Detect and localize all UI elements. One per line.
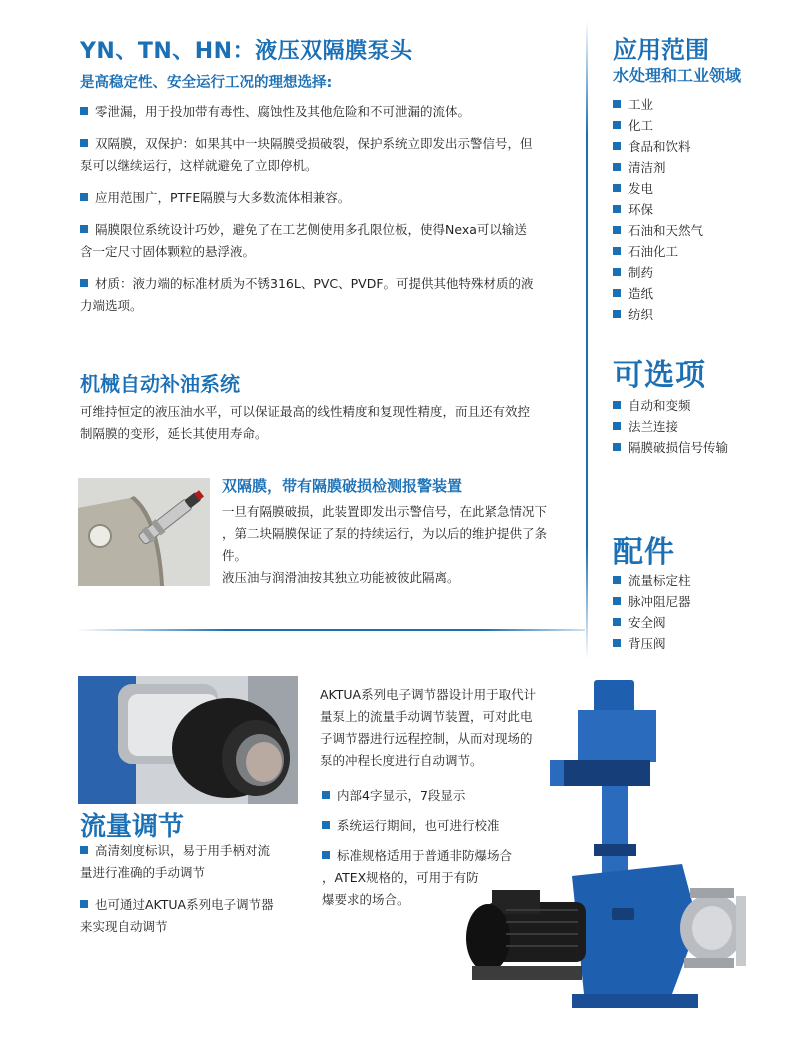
list-item-label: 背压阀	[628, 636, 666, 651]
list-item-label: 造纸	[628, 286, 654, 301]
bullet-text: 泵可以继续运行，这样就避免了立即停机。	[80, 158, 318, 173]
accessories-list	[613, 570, 783, 654]
bullet-square-icon	[613, 247, 621, 255]
bullet-text: 爆要求的场合。	[322, 892, 410, 907]
list-item-label: 自动和变频	[628, 398, 691, 413]
bullet-square-icon	[613, 205, 621, 213]
list-item-label: 石油化工	[628, 244, 679, 259]
bullet-square-icon	[613, 422, 621, 430]
bullet-text: 也可通过AKTUA系列电子调节器	[95, 897, 274, 912]
list-item	[613, 157, 783, 178]
bullet-text: 内部4字显示，7段显示	[337, 788, 466, 803]
accessories-title: 配件	[613, 535, 675, 570]
list-item	[613, 633, 783, 654]
bullet-text: 隔膜限位系统设计巧妙，避免了在工艺侧使用多孔限位板，使得Nexa可以输送	[95, 222, 527, 237]
bullet-square-icon	[613, 310, 621, 318]
list-item-label: 工业	[628, 97, 654, 112]
list-item-label: 环保	[628, 202, 654, 217]
text-line: 子调节器进行远程控制，从而对现场的	[320, 731, 533, 746]
list-item-label: 发电	[628, 181, 654, 196]
bullet-text: 含一定尺寸固体颗粒的悬浮液。	[80, 244, 256, 259]
bullet-square-icon	[80, 193, 88, 201]
list-item-label: 食品和饮料	[628, 139, 691, 154]
list-item	[613, 395, 783, 416]
bullet-square-icon	[613, 576, 621, 584]
list-item	[613, 199, 783, 220]
list-item-label: 石油和天然气	[628, 223, 704, 238]
bullet-text: 力端选项。	[80, 298, 143, 313]
text-line: 可维持恒定的液压油水平，可以保证最高的线性精度和复现性精度，而且还有效控	[80, 404, 531, 419]
list-item	[613, 262, 783, 283]
bullet-square-icon	[322, 791, 330, 799]
flow-title: 流量调节	[80, 812, 185, 842]
text-line: 件。	[222, 548, 248, 563]
list-item-label: 安全阀	[628, 615, 666, 630]
detect-description	[222, 501, 562, 567]
application-title: 应用范围	[613, 36, 709, 64]
text-line: ，第二块隔膜保证了泵的持续运行，为以后的维护提供了条	[222, 526, 548, 541]
intro-bullet-list	[80, 101, 570, 327]
bullet-text: 系统运行期间，也可进行校准	[337, 818, 500, 833]
bullet-item	[80, 840, 300, 884]
list-item-label: 法兰连接	[628, 419, 679, 434]
bullet-square-icon	[613, 226, 621, 234]
application-list	[613, 94, 783, 325]
bullet-item	[80, 133, 570, 177]
list-item-label: 纺织	[628, 307, 654, 322]
text-line: 一旦有隔膜破损，此装置即发出示警信号，在此紧急情况下	[222, 504, 548, 519]
bullet-square-icon	[613, 100, 621, 108]
bullet-square-icon	[322, 851, 330, 859]
detect-note: 液压油与润滑油按其独立功能被彼此隔离。	[222, 570, 460, 585]
vertical-divider	[586, 20, 588, 660]
list-item	[613, 115, 783, 136]
list-item-label: 流量标定柱	[628, 573, 691, 588]
flow-knob-photo	[78, 676, 298, 804]
bullet-text: 标准规格适用于普通非防爆场合	[337, 848, 513, 863]
text-line: 量泵上的流量手动调节装置，可对此电	[320, 709, 533, 724]
list-item-label: 隔膜破损信号传输	[628, 440, 729, 455]
list-item	[613, 437, 783, 458]
list-item	[613, 304, 783, 325]
pump-photo	[452, 676, 752, 1016]
bullet-square-icon	[613, 142, 621, 150]
list-item	[613, 570, 783, 591]
bullet-item	[80, 894, 300, 938]
bullet-square-icon	[613, 163, 621, 171]
bullet-square-icon	[613, 618, 621, 626]
oil-section-title: 机械自动补油系统	[80, 372, 240, 396]
bullet-item	[80, 219, 570, 263]
list-item	[613, 416, 783, 437]
bullet-text: 量进行准确的手动调节	[80, 865, 206, 880]
list-item-label: 化工	[628, 118, 654, 133]
sensor-photo	[78, 478, 210, 586]
bullet-square-icon	[613, 184, 621, 192]
bullet-item	[80, 187, 570, 209]
bullet-square-icon	[613, 289, 621, 297]
list-item	[613, 591, 783, 612]
list-item-label: 清洁剂	[628, 160, 666, 175]
bullet-item	[80, 101, 570, 123]
list-item-label: 脉冲阻尼器	[628, 594, 691, 609]
text-line: 制隔膜的变形，延长其使用寿命。	[80, 426, 268, 441]
bullet-square-icon	[80, 279, 88, 287]
horizontal-divider	[75, 629, 585, 631]
options-title: 可选项	[613, 358, 706, 393]
bullet-square-icon	[613, 443, 621, 451]
bullet-square-icon	[80, 900, 88, 908]
bullet-square-icon	[613, 401, 621, 409]
list-item	[613, 94, 783, 115]
list-item	[613, 178, 783, 199]
bullet-square-icon	[613, 639, 621, 647]
bullet-text: 零泄漏，用于投加带有毒性、腐蚀性及其他危险和不可泄漏的流体。	[95, 104, 471, 119]
bullet-square-icon	[613, 121, 621, 129]
bullet-text: 材质：液力端的标准材质为不锈316L、PVC、PVDF。可提供其他特殊材质的液	[95, 276, 534, 291]
options-list	[613, 395, 783, 458]
bullet-text: ，ATEX规格的，可用于有防	[322, 870, 479, 885]
main-title: YN、TN、HN：液压双隔膜泵头	[80, 39, 413, 64]
list-item	[613, 136, 783, 157]
bullet-square-icon	[613, 268, 621, 276]
bullet-text: 高清刻度标识，易于用手柄对流	[95, 843, 271, 858]
application-subtitle: 水处理和工业领域	[613, 66, 742, 85]
text-line: 泵的冲程长度进行自动调节。	[320, 753, 483, 768]
detect-title: 双隔膜，带有隔膜破损检测报警装置	[222, 477, 463, 495]
flow-bullet-list	[80, 840, 300, 948]
list-item	[613, 612, 783, 633]
bullet-square-icon	[80, 846, 88, 854]
bullet-text: 来实现自动调节	[80, 919, 168, 934]
bullet-square-icon	[80, 139, 88, 147]
list-item	[613, 283, 783, 304]
list-item-label: 制药	[628, 265, 654, 280]
main-subtitle: 是高稳定性、安全运行工况的理想选择:	[80, 75, 333, 91]
bullet-item	[80, 273, 570, 317]
bullet-square-icon	[80, 107, 88, 115]
list-item	[613, 241, 783, 262]
text-line: AKTUA系列电子调节器设计用于取代计	[320, 687, 537, 702]
list-item	[613, 220, 783, 241]
oil-description	[80, 401, 570, 445]
bullet-text: 应用范围广，PTFE隔膜与大多数流体相兼容。	[95, 190, 351, 205]
bullet-square-icon	[80, 225, 88, 233]
bullet-text: 双隔膜，双保护：如果其中一块隔膜受损破裂，保护系统立即发出示警信号，但	[95, 136, 533, 151]
bullet-square-icon	[322, 821, 330, 829]
bullet-square-icon	[613, 597, 621, 605]
